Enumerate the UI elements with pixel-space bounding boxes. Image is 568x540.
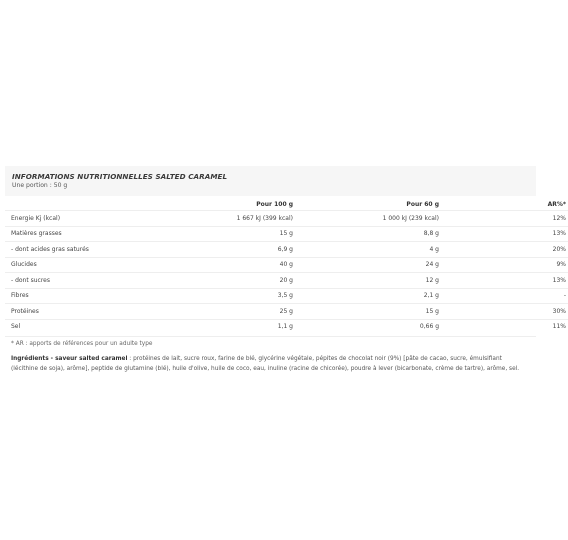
row-label: Protéines bbox=[5, 304, 169, 320]
row-per-100g: 15 g bbox=[169, 226, 301, 242]
row-per-60g: 4 g bbox=[301, 242, 447, 258]
footnote: * AR : apports de références pour un adulte type bbox=[5, 336, 536, 348]
row-ar: 13% bbox=[447, 273, 568, 289]
table-row bbox=[5, 304, 568, 320]
nutrition-table bbox=[5, 196, 568, 334]
table-row bbox=[5, 273, 568, 289]
row-per-100g: 6,9 g bbox=[169, 242, 301, 258]
row-ar: 9% bbox=[447, 257, 568, 273]
row-per-100g: 40 g bbox=[169, 257, 301, 273]
row-per-100g: 1,1 g bbox=[169, 319, 301, 334]
header-ar: AR%* bbox=[547, 200, 566, 208]
row-ar: 20% bbox=[447, 242, 568, 258]
ingredients-text: : protéines de lait, sucre roux, farine de blé, glycérine végétale, pépites de chocolat noir (9%) [pâte de cacao, sucre, émulsifiant (lécithine de soja), arôme], peptide de glutamine (blé), huile d'olive, huile de coco, eau, inuline (racine de chicorée), poudre à lever (bicarbonate, crème de tartre), arôme, sel. bbox=[11, 356, 520, 372]
table-row bbox=[5, 288, 568, 304]
row-label: Matières grasses bbox=[5, 226, 169, 242]
row-label: - dont acides gras saturés bbox=[5, 242, 169, 258]
header-label bbox=[5, 196, 169, 211]
row-per-60g: 15 g bbox=[301, 304, 447, 320]
row-ar: 12% bbox=[447, 211, 568, 227]
row-label: Glucides bbox=[5, 257, 169, 273]
row-per-60g: 1 000 kJ (239 kcal) bbox=[301, 211, 447, 227]
header-per-60g: Pour 60 g bbox=[406, 200, 439, 208]
row-per-100g: 20 g bbox=[169, 273, 301, 289]
table-row bbox=[5, 226, 568, 242]
ingredients-label: Ingrédients - saveur salted caramel bbox=[11, 356, 128, 362]
row-per-100g: 1 667 kJ (399 kcal) bbox=[169, 211, 301, 227]
row-per-100g: 25 g bbox=[169, 304, 301, 320]
row-label: Fibres bbox=[5, 288, 169, 304]
row-ar: - bbox=[447, 288, 568, 304]
table-header-row bbox=[5, 196, 568, 211]
table-row bbox=[5, 242, 568, 258]
header-per-100g: Pour 100 g bbox=[256, 200, 293, 208]
nutrition-panel bbox=[5, 166, 566, 376]
row-ar: 13% bbox=[447, 226, 568, 242]
row-per-100g: 3,5 g bbox=[169, 288, 301, 304]
nutrition-title: INFORMATIONS NUTRITIONNELLES SALTED CARAMEL bbox=[12, 172, 228, 181]
nutrition-header bbox=[5, 166, 536, 196]
row-per-60g: 24 g bbox=[301, 257, 447, 273]
table-row bbox=[5, 257, 568, 273]
table-row bbox=[5, 319, 568, 334]
row-per-60g: 12 g bbox=[301, 273, 447, 289]
row-label: - dont sucres bbox=[5, 273, 169, 289]
ingredients-block bbox=[5, 348, 536, 374]
row-per-60g: 8,8 g bbox=[301, 226, 447, 242]
row-per-60g: 0,66 g bbox=[301, 319, 447, 334]
portion-size: Une portion : 50 g bbox=[12, 182, 68, 189]
row-ar: 30% bbox=[447, 304, 568, 320]
table-row bbox=[5, 211, 568, 227]
row-label: Sel bbox=[5, 319, 169, 334]
row-per-60g: 2,1 g bbox=[301, 288, 447, 304]
row-ar: 11% bbox=[447, 319, 568, 334]
row-label: Energie Kj (kcal) bbox=[5, 211, 169, 227]
